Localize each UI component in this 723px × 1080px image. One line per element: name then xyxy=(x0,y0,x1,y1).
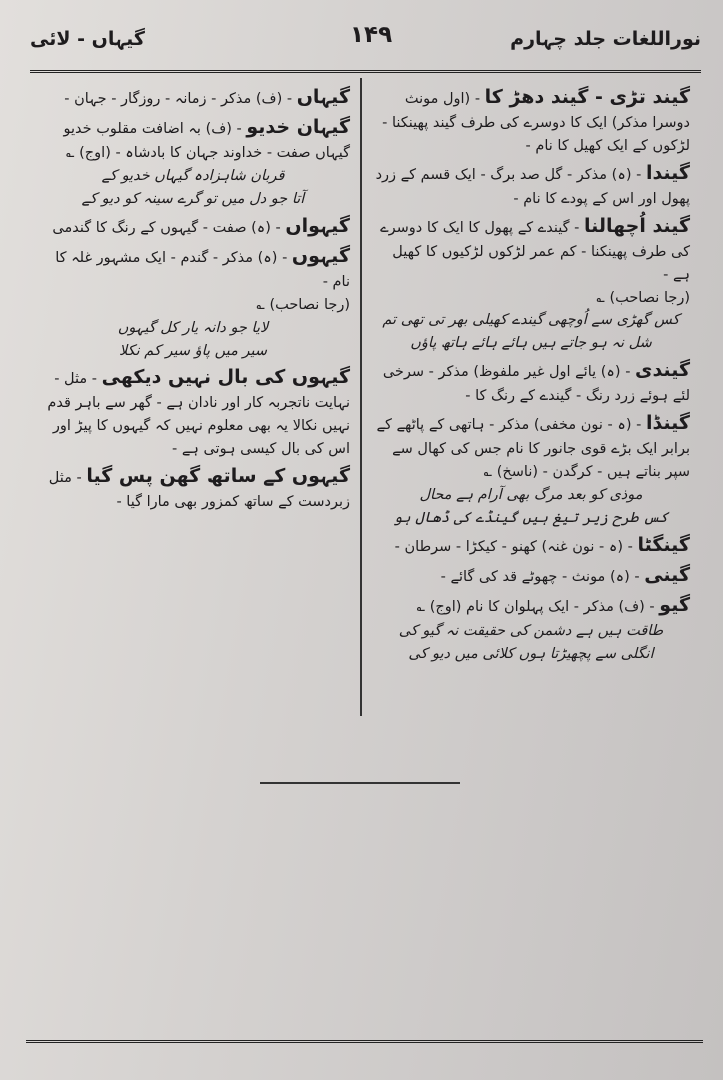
entry-headword: گیندا xyxy=(645,161,690,184)
book-title: نوراللغات جلد چہارم xyxy=(510,28,701,50)
entry-definition: - (اول مونث دوسرا مذکر) ایک کا دوسرے کی طرف گیند پھینکنا - لڑکوں کے ایک کھیل کا نام - xyxy=(382,91,690,154)
verse-line: لایا جو دانہ یار کل گیہوں xyxy=(117,319,269,336)
entry-definition: - (ہ) صفت - گیہوں کے رنگ کا گندمی xyxy=(52,219,281,236)
bottom-rule xyxy=(26,1040,703,1046)
verse-line: کس گھڑی سے اُوچھی گیندے کھیلی بھر تی تھی تم xyxy=(382,312,680,329)
entry-headword: گیہوں xyxy=(291,244,350,267)
verse-line: شل نہ ہو جاتے ہیں ہائے ہائے ہاتھ پاؤں xyxy=(410,335,652,352)
entry-headword: گیند اُچھالنا xyxy=(583,214,690,237)
entry-definition: - مثل - نہایت ناتجربہ کار اور نادان ہے - گھر سے باہر قدم نہیں نکالا یہ بھی معلوم نہیں کہ گیہوں کا پیڑ اور اس کی بال کیسی ہوتی ہے - xyxy=(47,371,350,458)
verse-line: سیر میں پاؤ سیر کم نکلا xyxy=(119,342,267,359)
attribution-text: (رجا نصاحب) ؎ xyxy=(256,296,350,313)
left-column xyxy=(36,82,350,514)
entry-headword: گینگٹا xyxy=(637,533,690,556)
entry-definition: - (ہ - نون مخفی) مذکر - ہاتھی کے پاٹھے کے برابر ایک بڑے قوی جانور کا نام جس کی کھال سے سپر بناتے ہیں - کرگدن - (ناسخ) ؎ xyxy=(376,417,690,481)
entry-headword: گیند تڑی - گیند دھڑ کا xyxy=(484,86,690,108)
column-divider xyxy=(360,78,362,716)
entry-headword: گیندی xyxy=(635,359,690,382)
entry-range: گیہاں - لائی xyxy=(30,28,145,50)
dictionary-entry xyxy=(36,461,350,514)
dictionary-entry xyxy=(36,241,350,294)
dictionary-entry xyxy=(36,82,350,112)
dictionary-entry xyxy=(372,530,690,560)
right-column xyxy=(372,82,690,666)
page-header xyxy=(30,18,701,58)
verse-line: کس طرح زیر تیغ ہیں گینڈے کی ڈھال ہو xyxy=(393,509,669,526)
entry-definition: - مثل زبردست کے ساتھ کمزور بھی مارا گیا - xyxy=(48,470,350,511)
verse-line: طاقت ہیں ہے دشمن کی حقیقت نہ گیو کی xyxy=(398,622,664,639)
dictionary-entry xyxy=(372,211,690,287)
section-separator xyxy=(260,782,460,784)
entry-definition: - (ہ) مذکر - گل صد برگ - ایک قسم کے زرد پھول اور اس کے پودے کا نام - xyxy=(375,166,690,207)
entry-headword: گیہاں xyxy=(296,86,350,108)
entry-headword: گیہان خدیو xyxy=(246,116,350,139)
verse-line: انگلی سے پچھیڑتا ہوں کلائی میں دیو کی xyxy=(408,645,654,662)
entry-headword: گیہوں کی بال نہیں دیکھی xyxy=(101,366,350,389)
entry-definition: - (ہ) مذکر - گندم - ایک مشہور غلہ کا نام - xyxy=(55,249,350,290)
dictionary-entry xyxy=(372,158,690,211)
dictionary-entry xyxy=(372,355,690,408)
dictionary-entry xyxy=(372,560,690,590)
entry-definition: - (ف) مذکر - زمانہ - روزگار - جہان - xyxy=(64,91,293,107)
dictionary-entry xyxy=(372,590,690,620)
entry-definition: - (ہ) مونث - چھوٹے قد کی گائے - xyxy=(440,568,640,585)
dictionary-entry xyxy=(36,211,350,241)
page-number: ۱۴۹ xyxy=(350,22,393,48)
entry-definition: - (ف) مذکر - ایک پہلوان کا نام (اوج) ؎ xyxy=(416,598,655,615)
attribution-text: (رجا نصاحب) ؎ xyxy=(596,289,690,306)
dictionary-entry xyxy=(36,112,350,165)
dictionary-entry xyxy=(372,408,690,484)
entry-headword: گیو xyxy=(659,593,690,616)
dictionary-entry xyxy=(372,82,690,158)
entry-headword: گینڈا xyxy=(645,412,690,435)
verse-line: قربان شاہزادہ گیہاں خدیو کے xyxy=(101,167,285,184)
dictionary-entry xyxy=(36,362,350,461)
entry-definition: - (ہ) یائے اول غیر ملفوظ) مذکر - سرخی لئے ہوئے زرد رنگ - گیندے کے رنگ کا - xyxy=(382,364,690,405)
entry-headword: گیہوں کے ساتھ گھن پس گیا xyxy=(86,465,350,488)
verse-line: موذی کو بعد مرگ بھی آرام ہے محال xyxy=(419,487,643,504)
top-rule xyxy=(30,70,701,76)
entry-definition: - گیندے کے پھول کا ایک کا دوسرے کی طرف پھینکنا - کم عمر لڑکوں لڑکیوں کا کھیل ہے - xyxy=(380,219,690,283)
entry-headword: گیہواں xyxy=(285,214,350,237)
entry-headword: گینی xyxy=(644,563,690,586)
entry-definition: - (ف) بہ اضافت مقلوب خدیو گیہاں صفت - خداوند جہان کا بادشاہ - (اوج) ؎ xyxy=(63,121,350,162)
entry-definition: - (ہ - نون غنہ) کھنو - کیکڑا - سرطان - xyxy=(394,538,633,555)
verse-line: آتا جو دل میں تو گرے سینہ کو دیو کے xyxy=(81,190,305,207)
